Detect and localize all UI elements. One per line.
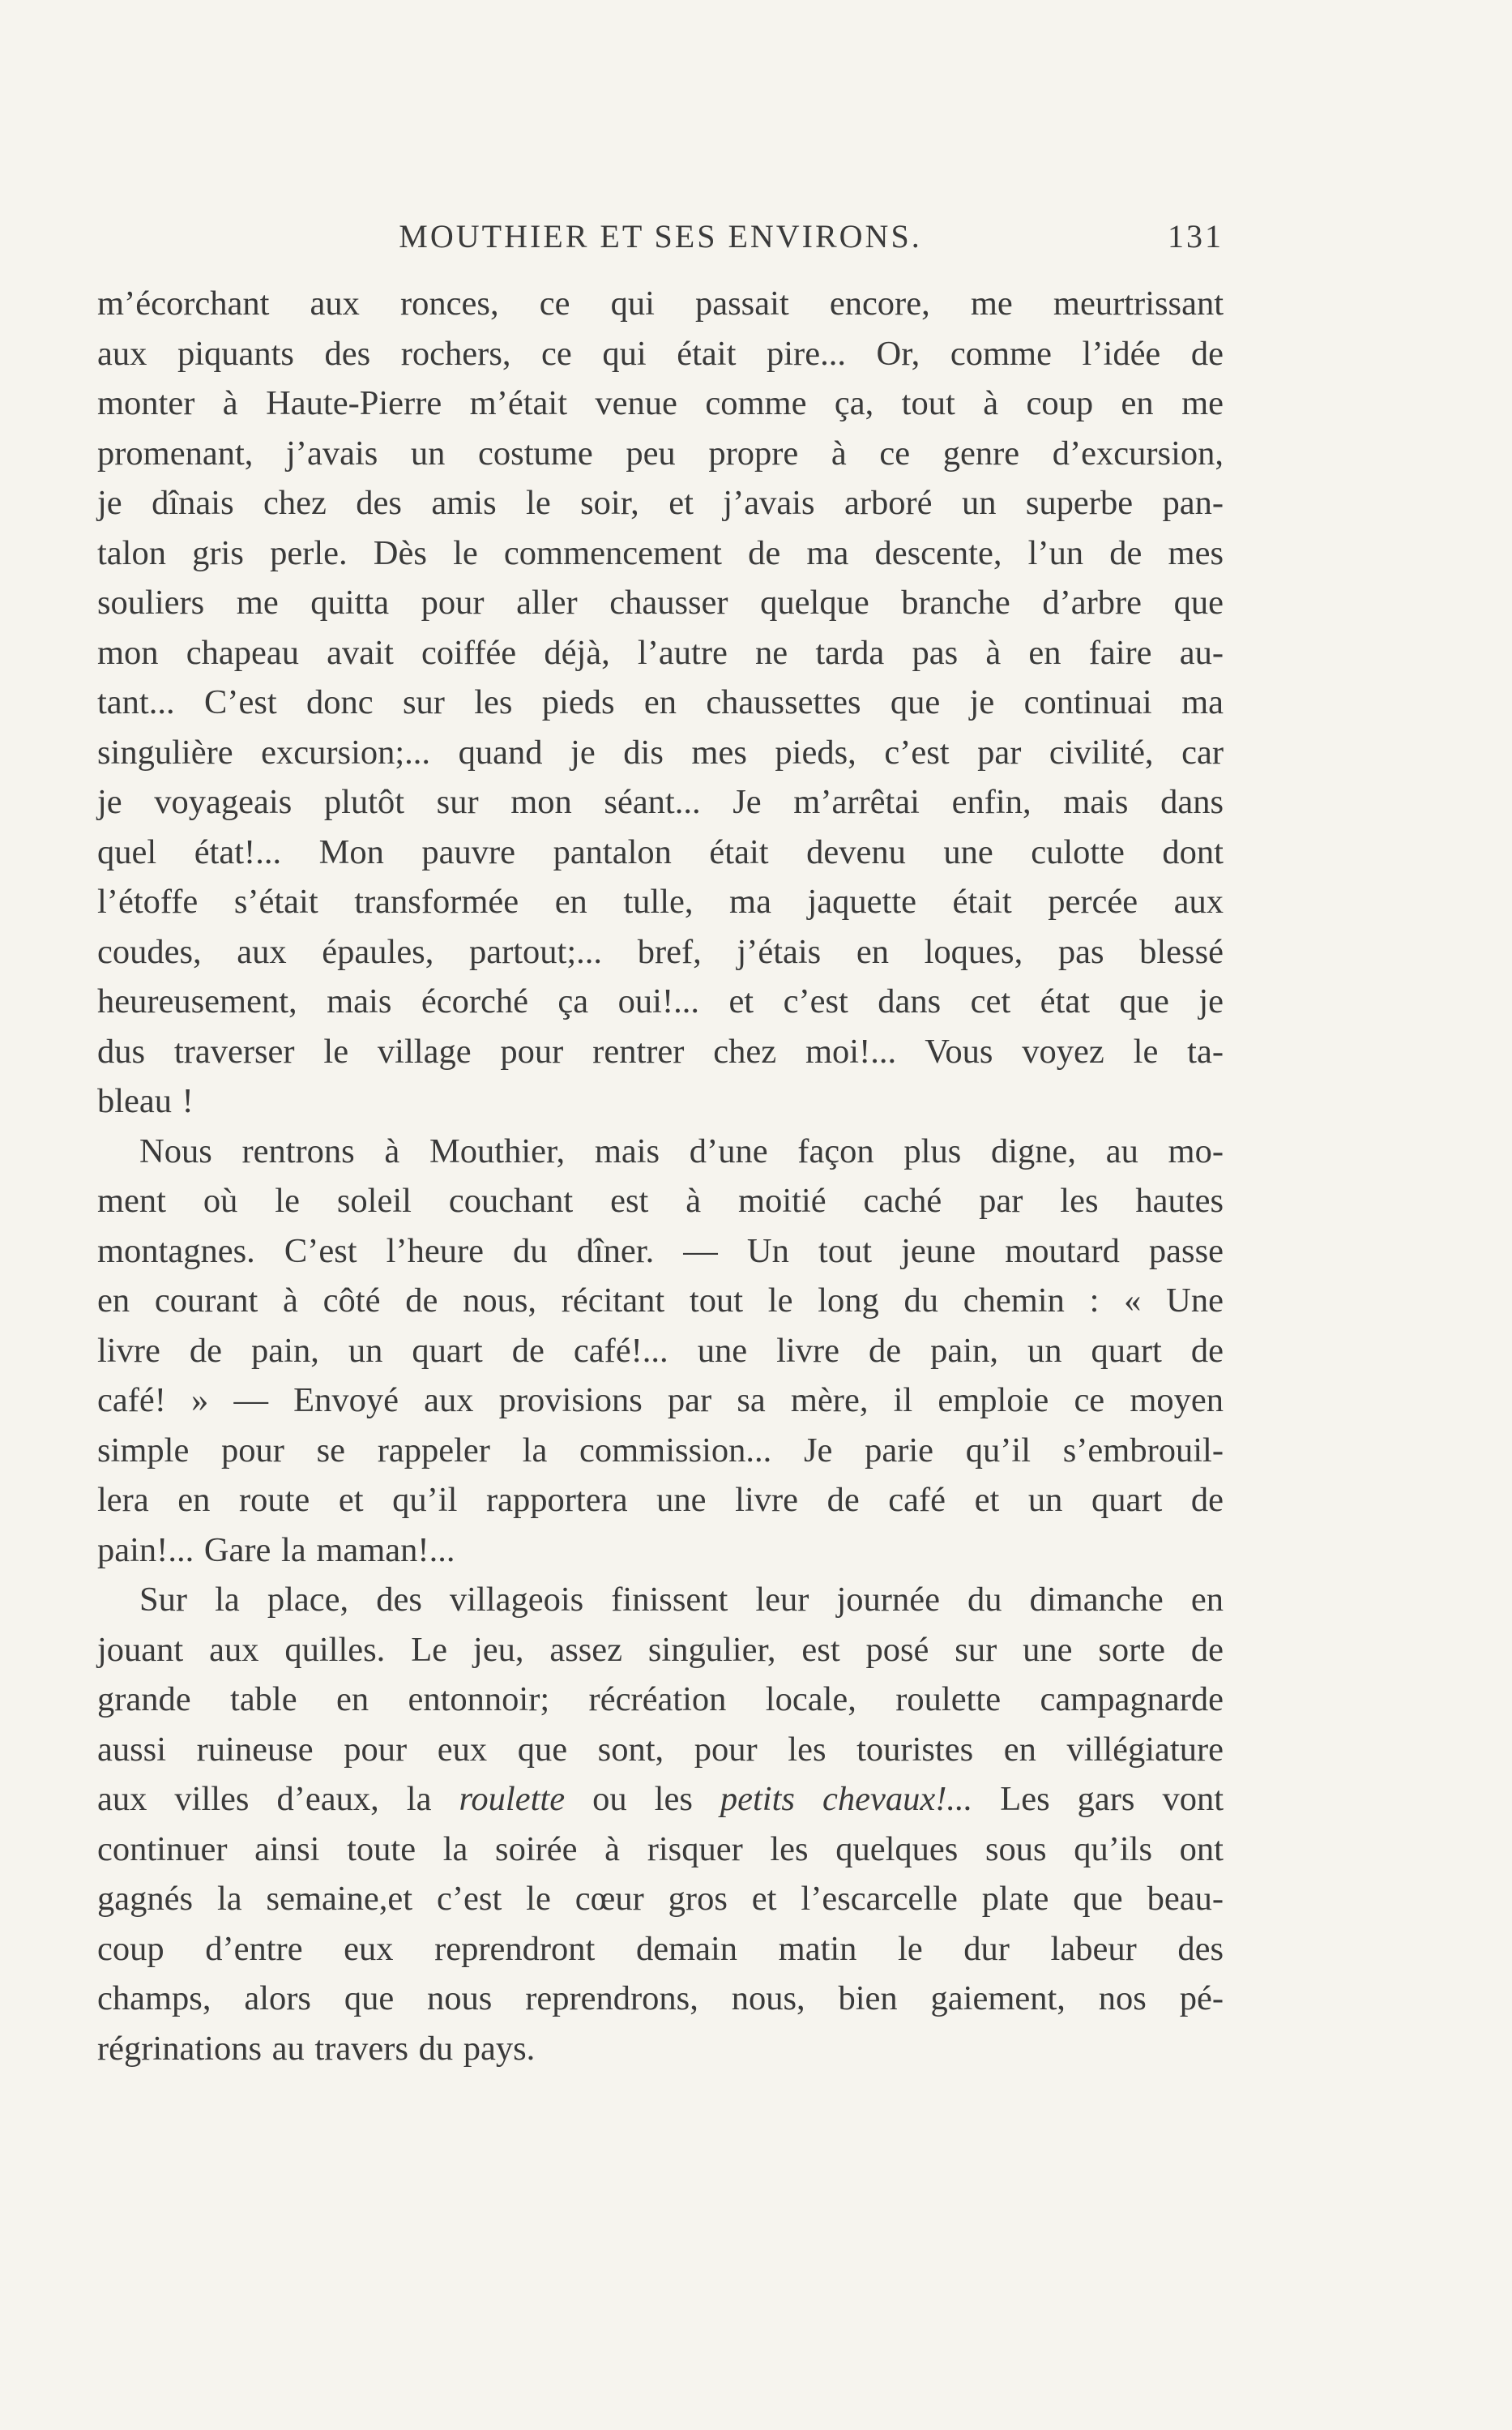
text-line: en courant à côté de nous, récitant tout le long du chemin : « Une (97, 1281, 1224, 1320)
italic-term-roulette: roulette (459, 1780, 566, 1818)
text-line: l’étoffe s’était transformée en tulle, ma jaquette était percée aux (97, 883, 1224, 921)
body-text (97, 279, 1224, 2073)
text-line: dus traverser le village pour rentrer chez moi!... Vous voyez le ta- (97, 1032, 1224, 1071)
text-line: café! » — Envoyé aux provisions par sa mère, il emploie ce moyen (97, 1381, 1224, 1419)
text-line: ment où le soleil couchant est à moitié caché par les hautes (97, 1182, 1224, 1220)
text-line: souliers me quitta pour aller chausser quelque branche d’arbre que (97, 584, 1224, 622)
italic-term-petits-chevaux: petits chevaux!... (720, 1780, 973, 1818)
text-line: m’écorchant aux ronces, ce qui passait encore, me meurtrissant (97, 284, 1224, 323)
text-line: je dînais chez des amis le soir, et j’avais arboré un superbe pan- (97, 484, 1224, 522)
text-line: jouant aux quilles. Le jeu, assez singulier, est posé sur une sorte de (97, 1630, 1224, 1669)
text-segment: aux villes d’eaux, la (97, 1780, 432, 1818)
text-line-with-italics (97, 1774, 1224, 1825)
page-number: 131 (1168, 218, 1224, 255)
text-line: coup d’entre eux reprendront demain matin le dur labeur des (97, 1929, 1224, 1968)
text-line: pain!... Gare la maman!... (97, 1530, 455, 1569)
text-line: aux piquants des rochers, ce qui était pire... Or, comme l’idée de (97, 334, 1224, 373)
text-line: lera en route et qu’il rapportera une livre de café et un quart de (97, 1481, 1224, 1519)
text-line: Nous rentrons à Mouthier, mais d’une façon plus digne, au mo- (139, 1132, 1224, 1170)
text-line: promenant, j’avais un costume peu propre à ce genre d’excursion, (97, 434, 1224, 473)
text-line: je voyageais plutôt sur mon séant... Je m’arrêtai enfin, mais dans (97, 783, 1224, 821)
text-line: montagnes. C’est l’heure du dîner. — Un tout jeune moutard passe (97, 1231, 1224, 1270)
text-line: heureusement, mais écorché ça oui!... et c’est dans cet état que je (97, 982, 1224, 1020)
text-line: tant... C’est donc sur les pieds en chaussettes que je continuai ma (97, 683, 1224, 721)
text-line: régrinations au travers du pays. (97, 2029, 536, 2068)
running-head (97, 217, 1224, 258)
text-line: quel état!... Mon pauvre pantalon était devenu une culotte dont (97, 832, 1224, 871)
text-segment: Les gars vont (1000, 1780, 1224, 1818)
text-line: grande table en entonnoir; récréation locale, roulette campagnarde (97, 1680, 1224, 1718)
text-line: simple pour se rappeler la commission... Je parie qu’il s’embrouil- (97, 1431, 1224, 1470)
text-line: coudes, aux épaules, partout;... bref, j’étais en loques, pas blessé (97, 932, 1224, 971)
text-line: gagnés la semaine,et c’est le cœur gros et l’escarcelle plate que beau- (97, 1880, 1224, 1918)
text-line: bleau ! (97, 1082, 194, 1120)
text-line: talon gris perle. Dès le commencement de ma descente, l’un de mes (97, 533, 1224, 572)
running-title: MOUTHIER ET SES ENVIRONS. (399, 218, 922, 255)
text-segment: ou les (592, 1780, 693, 1818)
text-line: continuer ainsi toute la soirée à risquer les quelques sous qu’ils ont (97, 1829, 1224, 1868)
text-line: monter à Haute-Pierre m’était venue comme ça, tout à coup en me (97, 384, 1224, 422)
text-line: champs, alors que nous reprendrons, nous, bien gaiement, nos pé- (97, 1979, 1224, 2017)
text-line: Sur la place, des villageois finissent leur journée du dimanche en (139, 1581, 1224, 1619)
text-line: mon chapeau avait coiffée déjà, l’autre ne tarda pas à en faire au- (97, 633, 1224, 672)
text-line: livre de pain, un quart de café!... une livre de pain, un quart de (97, 1331, 1224, 1370)
text-line: singulière excursion;... quand je dis mes pieds, c’est par civilité, car (97, 733, 1224, 772)
text-line: aussi ruineuse pour eux que sont, pour les touristes en villégiature (97, 1730, 1224, 1769)
